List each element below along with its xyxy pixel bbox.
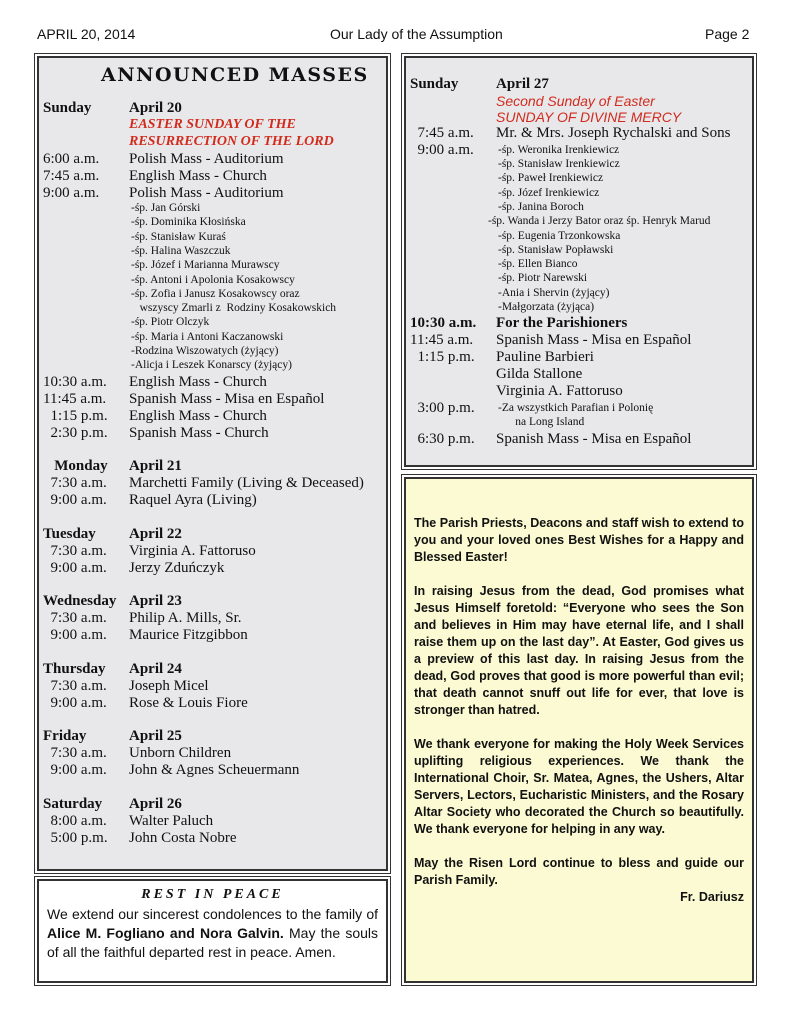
mass-intention: RESURRECTION OF THE LORD	[129, 134, 334, 149]
message-paragraph: We thank everyone for making the Holy Week Services uplifting religious experiences. We thank the International Choir, Sr. Matea, Agnes, the Ushers, Altar Servers, Lectors, Eucharistic Ministers, and the Rosary Altar Society who decorated the Church so beautifully. We thank everyone for helping in any way.	[414, 737, 744, 836]
header-date: APRIL 20, 2014	[37, 26, 136, 42]
masses-title: ANNOUNCED MASSES	[101, 64, 369, 86]
mass-intention: English Mass - Church	[129, 373, 267, 390]
mass-time: 9:00 a.m.	[43, 559, 107, 576]
mass-time: Thursday	[43, 660, 106, 677]
mass-time: 6:00 a.m.	[43, 151, 100, 167]
mass-intention: Maurice Fitzgibbon	[129, 627, 248, 644]
mass-time: 7:30 a.m.	[43, 610, 107, 627]
mass-intention: Pauline Barbieri	[496, 349, 594, 366]
mass-intention: -śp. Józef i Marianna Murawscy	[131, 259, 280, 272]
easter-message	[414, 515, 744, 906]
mass-intention: Spanish Mass - Misa en Español	[129, 390, 325, 407]
mass-intention: -Małgorzata (żyjąca)	[498, 301, 595, 313]
mass-intention: Polish Mass - Auditorium	[129, 185, 284, 201]
mass-time: 1:15 p.m.	[410, 349, 475, 366]
rip-text-pre: We extend our sincerest condolences to the family of	[47, 906, 378, 922]
mass-intention: April 25	[129, 728, 182, 745]
message-paragraph: In raising Jesus from the dead, God promises what Jesus Himself foretold: “Everyone who sees the Son and believes in Him may have eternal life, and I shall raise them up on the last day”. At Easter, God gives us a preview of this last day. In raising Jesus from the dead, God proves that good is more powerful than evil; that death cannot snuff out life for ever, that love is stronger than hatred.	[414, 584, 744, 717]
mass-intention: -śp. Antoni i Apolonia Kosakowscy	[131, 273, 295, 286]
mass-time: Friday	[43, 728, 87, 745]
mass-intention: John & Agnes Scheuermann	[129, 762, 300, 779]
mass-time: 9:00 a.m.	[43, 185, 100, 201]
mass-intention: Spanish Mass - Misa en Español	[496, 332, 692, 349]
mass-time: Sunday	[410, 76, 459, 92]
mass-intention: Polish Mass - Auditorium	[129, 151, 284, 167]
mass-time: 3:00 p.m.	[410, 400, 475, 417]
mass-time: 7:45 a.m.	[43, 168, 100, 184]
mass-intention: -śp. Maria i Antoni Kaczanowski	[131, 330, 284, 343]
mass-intention: English Mass - Church	[129, 407, 267, 424]
mass-intention: -śp. Piotr Olczyk	[131, 316, 210, 329]
mass-intention: Virginia A. Fattoruso	[129, 542, 256, 559]
mass-time: 9:00 a.m.	[43, 627, 107, 644]
rip-text-post: May the souls of all the faithful departed rest in peace. Amen.	[47, 925, 378, 960]
header-parish: Our Lady of the Assumption	[330, 26, 503, 42]
mass-intention: Spanish Mass - Misa en Español	[496, 430, 692, 447]
message-paragraph: The Parish Priests, Deacons and staff wish to extend to you and your loved ones Best Wishes for a Happy and Blessed Easter!	[414, 516, 744, 564]
mass-time: 6:30 p.m.	[410, 430, 475, 447]
mass-time: 8:00 a.m.	[43, 812, 107, 829]
mass-intention: -Ania i Shervin (żyjący)	[498, 286, 610, 299]
mass-time: Saturday	[43, 795, 103, 812]
mass-intention: -Rodzina Wiszowatych (żyjący)	[131, 345, 279, 357]
mass-time: 9:00 a.m.	[43, 694, 107, 711]
mass-intention: wszyscy Zmarli z Rodziny Kosakowskich	[131, 302, 337, 315]
mass-time: Tuesday	[43, 525, 96, 542]
mass-time: 9:00 a.m.	[410, 142, 474, 158]
mass-intention: April 22	[129, 525, 182, 542]
announced-masses-right	[404, 56, 754, 467]
mass-intention: Spanish Mass - Church	[129, 424, 269, 441]
header-page: Page 2	[705, 26, 750, 42]
rip-title: REST IN PEACE	[141, 887, 284, 902]
mass-time: 2:30 p.m.	[43, 424, 108, 441]
mass-intention: -śp. Weronika Irenkiewicz	[498, 144, 620, 156]
mass-time: 9:00 a.m.	[43, 492, 107, 509]
mass-intention: Raquel Ayra (Living)	[129, 492, 257, 509]
mass-intention: Jerzy Zduńczyk	[129, 559, 225, 576]
mass-intention: -śp. Wanda i Jerzy Bator oraz śp. Henryk Marud	[488, 215, 711, 228]
mass-time: 5:00 p.m.	[43, 829, 108, 846]
mass-intention: -śp. Halina Waszczuk	[131, 244, 231, 257]
mass-intention: -śp. Piotr Narewski	[498, 272, 588, 285]
mass-time: 7:45 a.m.	[410, 125, 474, 141]
mass-intention: April 21	[129, 458, 182, 475]
message-signature: Fr. Dariusz	[680, 890, 744, 904]
mass-time: 7:30 a.m.	[43, 475, 107, 492]
mass-time: Monday	[43, 458, 108, 475]
mass-intention: SUNDAY OF DIVINE MERCY	[496, 109, 682, 125]
rip-names: Alice M. Fogliano and Nora Galvin.	[47, 925, 284, 941]
mass-time: 7:30 a.m.	[43, 745, 107, 762]
mass-intention: For the Parishioners	[496, 315, 628, 332]
mass-intention: Second Sunday of Easter	[496, 93, 655, 109]
mass-intention: -śp. Stanisław Irenkiewicz	[498, 158, 620, 170]
mass-time: 11:45 a.m.	[43, 390, 107, 407]
mass-intention: -śp. Dominika Kłosińska	[131, 216, 246, 229]
mass-time: 7:30 a.m.	[43, 542, 107, 559]
mass-intention: -Alicja i Leszek Konarscy (żyjący)	[131, 359, 292, 372]
rip-text	[47, 905, 378, 962]
mass-time: 9:00 a.m.	[43, 762, 107, 779]
mass-intention: Walter Paluch	[129, 812, 214, 829]
mass-intention: EASTER SUNDAY OF THE	[129, 117, 296, 132]
mass-intention: -Za wszystkich Parafian i Polonię	[498, 402, 654, 415]
announced-masses-left	[37, 56, 388, 871]
mass-time: Wednesday	[43, 593, 117, 610]
mass-intention: -śp. Józef Irenkiewicz	[498, 186, 600, 199]
mass-time: 10:30 a.m.	[410, 315, 477, 332]
mass-intention: -śp. Janina Boroch	[498, 200, 584, 213]
mass-intention: April 27	[496, 76, 549, 92]
mass-intention: Joseph Micel	[129, 677, 209, 694]
mass-intention: -śp. Paweł Irenkiewicz	[498, 172, 604, 185]
mass-intention: April 24	[129, 660, 182, 677]
mass-time: 7:30 a.m.	[43, 677, 107, 694]
mass-intention: -śp. Jan Górski	[131, 202, 201, 214]
mass-intention: -śp. Stanisław Kuraś	[131, 230, 226, 243]
mass-time: 10:30 a.m.	[43, 373, 107, 390]
rest-in-peace-box	[37, 879, 388, 983]
mass-intention: Gilda Stallone	[496, 366, 583, 383]
message-paragraph: May the Risen Lord continue to bless and guide our Parish Family.	[414, 856, 744, 887]
mass-intention: April 23	[129, 593, 182, 610]
mass-intention: John Costa Nobre	[129, 829, 237, 846]
mass-intention: English Mass - Church	[129, 168, 267, 184]
mass-time: 1:15 p.m.	[43, 407, 108, 424]
mass-intention: -śp. Ellen Bianco	[498, 258, 578, 271]
mass-time: 11:45 a.m.	[410, 332, 474, 349]
mass-intention: Rose & Louis Fiore	[129, 694, 248, 711]
mass-intention: -śp. Zofia i Janusz Kosakowscy oraz	[131, 287, 300, 300]
mass-intention: Marchetti Family (Living & Deceased)	[129, 475, 364, 492]
mass-time: Sunday	[43, 100, 92, 116]
mass-intention: -śp. Stanisław Popławski	[498, 243, 614, 256]
mass-intention: Philip A. Mills, Sr.	[129, 610, 242, 627]
mass-intention: Unborn Children	[129, 745, 232, 762]
mass-intention: Virginia A. Fattoruso	[496, 383, 623, 400]
mass-intention: -śp. Eugenia Trzonkowska	[498, 229, 621, 242]
mass-intention: April 20	[129, 100, 182, 116]
mass-intention: April 26	[129, 795, 182, 812]
mass-intention: na Long Island	[498, 416, 585, 429]
easter-message-box	[404, 477, 754, 983]
mass-intention: Mr. & Mrs. Joseph Rychalski and Sons	[496, 125, 731, 141]
